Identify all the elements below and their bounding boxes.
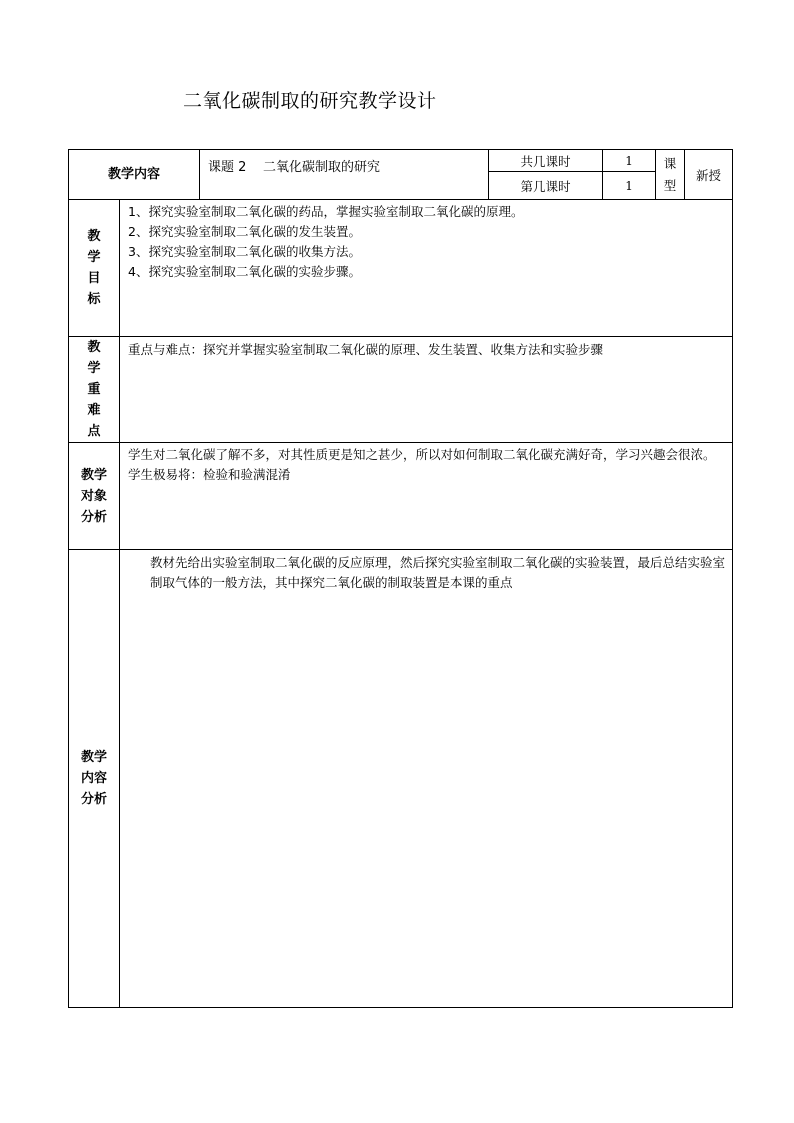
total-hours-label: 共几课时: [489, 150, 603, 172]
content-analysis-content: [120, 550, 733, 1008]
lesson-type-label: [656, 150, 685, 200]
objectives-label-char: 学: [87, 250, 101, 265]
page-title: 二氧化碳制取的研究教学设计: [183, 90, 437, 112]
objective-item: 4、探究实验室制取二氧化碳的实验步骤。: [128, 264, 361, 279]
objectives-label-char: 目: [87, 271, 101, 286]
key-points-label-char: 学: [87, 361, 101, 376]
objectives-content: [120, 200, 733, 337]
lesson-type-label-2: 型: [663, 177, 677, 193]
key-points-label-char: 点: [87, 424, 101, 439]
objective-item: 1、探究实验室制取二氧化碳的药品，掌握实验室制取二氧化碳的原理。: [128, 204, 524, 219]
student-analysis-label: [69, 443, 120, 550]
key-points-content: 重点与难点：探究并掌握实验室制取二氧化碳的原理、发生装置、收集方法和实验步骤: [120, 337, 733, 443]
content-analysis-label-line: 内容: [80, 771, 107, 786]
objectives-label-char: 标: [87, 292, 101, 307]
key-points-label: [69, 337, 120, 443]
student-analysis-label-line: 对象: [80, 488, 107, 504]
lesson-plan-table: [68, 149, 733, 1008]
student-analysis-label-line: 分析: [80, 509, 107, 525]
current-hour-value: 1: [603, 172, 656, 200]
objective-item: 3、探究实验室制取二氧化碳的收集方法。: [128, 244, 361, 259]
content-analysis-label-line: 分析: [80, 792, 107, 807]
key-points-label-char: 难: [87, 403, 101, 418]
objectives-label: [69, 200, 120, 337]
student-analysis-line: 学生对二氧化碳了解不多，对其性质更是知之甚少，所以对如何制取二氧化碳充满好奇，学习兴趣会很浓。: [128, 447, 716, 462]
objective-item: 2、探究实验室制取二氧化碳的发生装置。: [128, 224, 361, 239]
student-analysis-content: [120, 443, 733, 550]
current-hour-label: 第几课时: [489, 172, 603, 200]
objectives-label-char: 教: [87, 229, 101, 244]
header-label: 教学内容: [69, 150, 200, 200]
lesson-type-label-1: 课: [663, 155, 677, 171]
student-analysis-line: 学生极易将：检验和验满混淆: [128, 467, 291, 482]
lesson-type-value: 新授: [685, 150, 733, 200]
content-analysis-label: [69, 550, 120, 1008]
total-hours-value: 1: [603, 150, 656, 172]
content-analysis-label-line: 教学: [80, 750, 107, 765]
content-analysis-text: 教材先给出实验室制取二氧化碳的反应原理，然后探究实验室制取二氧化碳的实验装置，最后总结实验室制取气体的一般方法，其中探究二氧化碳的制取装置是本课的重点: [150, 555, 726, 590]
key-points-label-char: 重: [87, 382, 101, 397]
lesson-topic: 课题 2 二氧化碳制取的研究: [200, 150, 489, 200]
student-analysis-label-line: 教学: [80, 467, 107, 483]
key-points-label-char: 教: [87, 340, 101, 355]
